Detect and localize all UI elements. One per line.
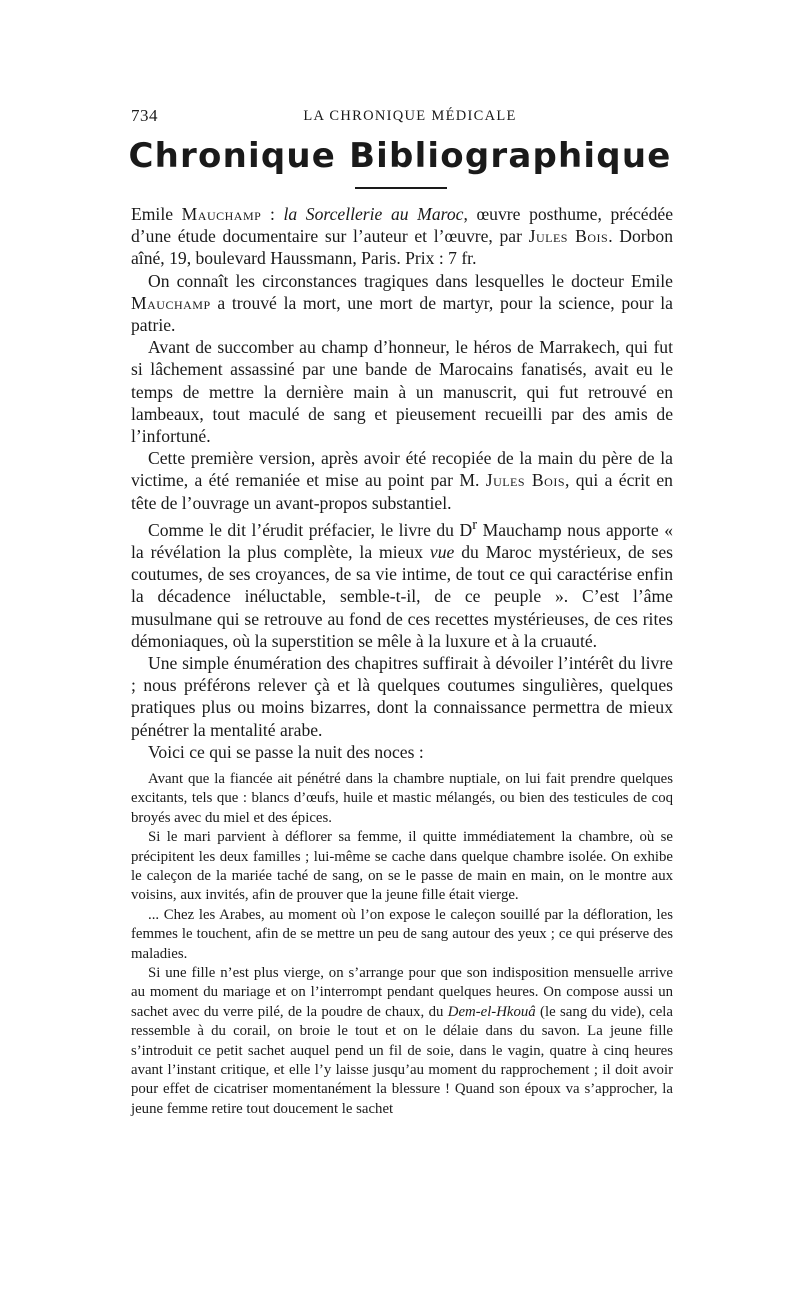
quote-paragraph-1: Avant que la fiancée ait pénétré dans la chambre nuptiale, on lui fait prendre quelques excitants, tels que : blancs d’œufs, huile et mastic mélangés, ou bien des testicules de coq broyés avec du miel et des épices. bbox=[131, 770, 673, 826]
paragraph-1-text-a: On connaît les circonstances tragiques dans lesquelles le docteur Emile bbox=[148, 270, 673, 291]
main-text bbox=[131, 203, 673, 763]
paragraph-3-text-b: , qui a écrit en tête de l’ouvrage un avant-propos substantiel. bbox=[131, 470, 673, 513]
citation-description: , œuvre posthume, précédée d’une étude documentaire sur l’auteur et l’œuvre, par bbox=[131, 204, 674, 247]
paragraph-4-superscript: r bbox=[472, 516, 478, 533]
paragraph-4 bbox=[131, 514, 673, 652]
paragraph-3 bbox=[131, 447, 673, 514]
quote-paragraph-2: Si le mari parvient à déflorer sa femme, il quitte immédiatement la chambre, où se précipitent les deux familles ; lui-même se cache dans quelque chambre isolée. On exhibe le caleçon de la mariée taché de sang, on se le passe de main en main, on le montre aux voisins, aux invités, afin de prouver que la jeune fille était vierge. bbox=[131, 829, 673, 904]
paragraph-1 bbox=[131, 270, 673, 337]
quoted-excerpt bbox=[131, 770, 673, 1119]
paragraph-5: Une simple énumération des chapitres suffirait à dévoiler l’intérêt du livre ; nous préférons relever çà et là quelques coutumes singulières, quelques pratiques plus ou moins bizarres, dont la connaissance permettra de mieux pénétrer la mentalité arabe. bbox=[131, 652, 673, 740]
paragraph-4-text-c: du Maroc mystérieux, de ses coutumes, de ses croyances, de sa vie intime, de tout ce qui caractérise enfin la décadence inéluctable, semble-t-il, de ce peuple ». C’est l’âme musulmane qui se retrouve au fond de ces recettes mystérieuses, de ces rites démoniaques, où la superstition se mêle à la luxure et à la cruauté. bbox=[131, 541, 674, 651]
paragraph-3-text-a: Cette première version, après avoir été recopiée de la main du père de la victime, a été remaniée et mise au point par M. bbox=[131, 448, 673, 491]
quote-4-emphasis: Dem-el-Hkouâ bbox=[447, 1003, 536, 1020]
citation-publisher: . Dorbon aîné, 19, boulevard Haussmann, Paris. Prix : 7 fr. bbox=[131, 226, 673, 269]
quote-4-text-b: (le sang du vide), cela ressemble à du corail, on broie le tout et on le délaie dans du savon. La jeune fille s’introduit ce petit sachet auquel pend un fil de soie, dans le vagin, quatre à cinq heures avant l’instant critique, et elle l’y laisse jusqu’au moment du rapprochement ; il doit avoir pour effet de cicatriser momentanément la blessure ! Quand son époux va s’approcher, la jeune femme retire tout doucement le sachet bbox=[131, 1003, 673, 1117]
section-title: Chronique Bibliographique bbox=[128, 136, 672, 176]
quote-paragraph-4 bbox=[131, 964, 673, 1119]
quote-paragraph-3: ... Chez les Arabes, au moment où l’on expose le caleçon souillé par la défloration, les femmes le touchent, afin de se mettre un peu de sang autour des yeux ; ce qui préserve des maladies. bbox=[131, 906, 673, 962]
paragraph-2: Avant de succomber au champ d’honneur, le héros de Marrakech, qui fut si lâchement assassiné par une bande de Marocains fanatisés, avait eu le temps de mettre la dernière main à un manuscrit, qui fut retrouvé en lambeaux, tout maculé de sang et pieusement recueilli par des amis de l’infortuné. bbox=[131, 337, 673, 447]
article-body bbox=[131, 203, 673, 1119]
quote-4-text-a: Si une fille n’est plus vierge, on s’arrange pour que son indisposition mensuelle arrive au moment du mariage et on l’interrompt pendant quelques heures. On compose aussi un sachet avec du verre pilé, de la poudre de chaux, du bbox=[131, 965, 673, 1020]
citation-paragraph bbox=[131, 203, 673, 270]
citation-editor: Jules Bois bbox=[528, 226, 609, 247]
title-rule bbox=[355, 187, 447, 189]
paragraph-4-text-b: Mauchamp nous apporte « la révélation la plus complète, la mieux bbox=[131, 519, 674, 562]
paragraph-1-name: Mauchamp bbox=[131, 292, 211, 313]
paragraph-3-name: Jules Bois bbox=[485, 470, 565, 491]
citation-separator: : bbox=[261, 204, 284, 224]
citation-author-last: Mauchamp bbox=[181, 204, 262, 224]
citation-author-first: Emile bbox=[131, 204, 182, 224]
paragraph-1-text-b: a trouvé la mort, une mort de martyr, pour la science, pour la patrie. bbox=[131, 292, 673, 336]
page-number: 734 bbox=[131, 106, 158, 125]
paragraph-6: Voici ce qui se passe la nuit des noces : bbox=[148, 741, 424, 762]
citation-work-title: la Sorcellerie au Maroc bbox=[283, 204, 464, 224]
running-head: LA CHRONIQUE MÉDICALE bbox=[303, 108, 517, 124]
paragraph-4-text-a: Comme le dit l’érudit préfacier, le livre du D bbox=[148, 519, 473, 540]
paragraph-4-emphasis: vue bbox=[429, 541, 455, 562]
